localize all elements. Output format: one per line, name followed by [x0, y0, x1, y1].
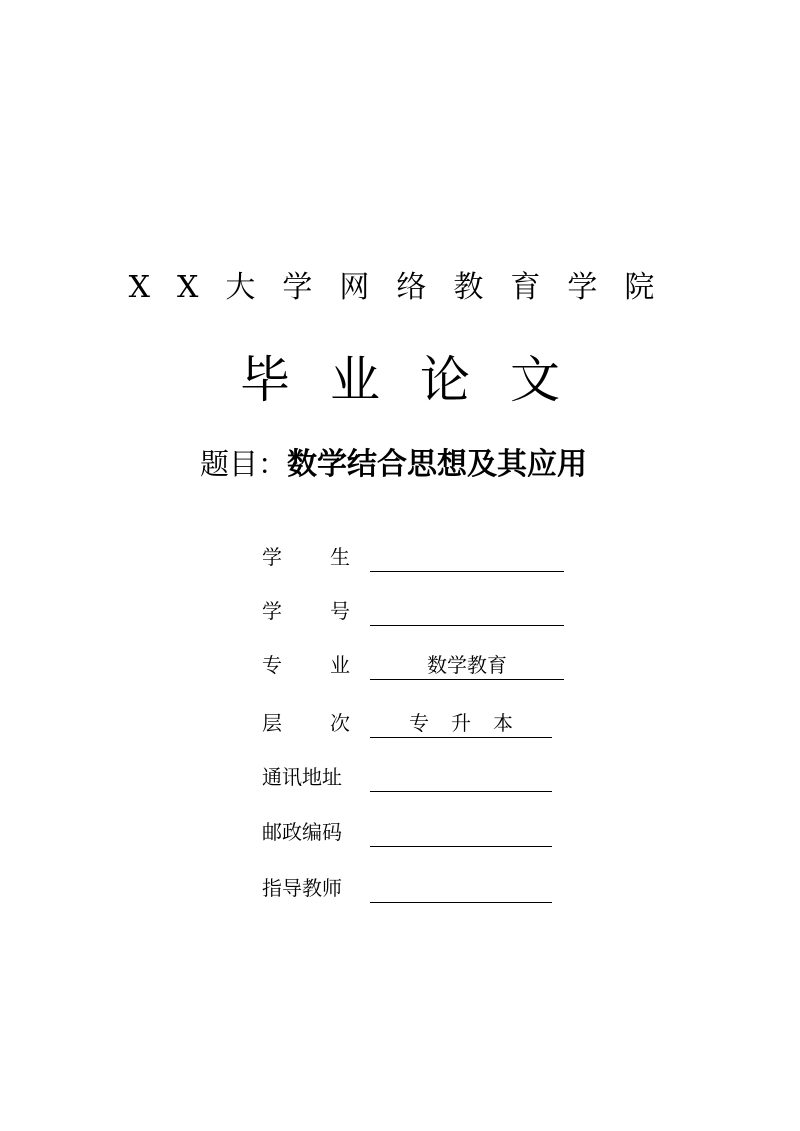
field-label: 指导教师 [262, 876, 342, 900]
field-label [262, 543, 350, 571]
school-name: XX大学网络教育学院 [128, 270, 682, 305]
level-value-text: 专升本 [409, 711, 535, 735]
field-label: 邮政编码 [262, 820, 342, 844]
student-id-blank[interactable] [370, 597, 564, 626]
field-major [262, 651, 582, 683]
level-value[interactable] [370, 709, 552, 738]
document-title: 毕业论文 [240, 351, 600, 409]
field-postal-code [262, 818, 582, 850]
field-label [262, 651, 350, 679]
topic-value: 数学结合思想及其应用 [287, 447, 588, 482]
field-label-char: 次 [330, 711, 350, 735]
field-advisor [262, 874, 582, 906]
field-student-id [262, 597, 582, 629]
field-label-char: 业 [330, 653, 350, 677]
field-student [262, 543, 582, 575]
address-blank[interactable] [370, 763, 552, 792]
field-label [262, 709, 350, 737]
field-label-char: 学 [262, 545, 282, 569]
postal-code-blank[interactable] [370, 818, 552, 847]
field-level [262, 709, 582, 741]
field-label-char: 学 [262, 599, 282, 623]
field-label [262, 597, 350, 625]
student-name-blank[interactable] [370, 543, 564, 572]
field-label-char: 层 [262, 711, 282, 735]
advisor-blank[interactable] [370, 874, 552, 903]
field-label: 通讯地址 [262, 765, 342, 789]
thesis-topic [200, 442, 587, 487]
field-label-char: 号 [330, 599, 350, 623]
field-label-char: 专 [262, 653, 282, 677]
field-label-char: 生 [330, 545, 350, 569]
topic-label: 题目： [200, 447, 288, 481]
field-address [262, 763, 582, 795]
major-value[interactable]: 数学教育 [370, 651, 564, 680]
